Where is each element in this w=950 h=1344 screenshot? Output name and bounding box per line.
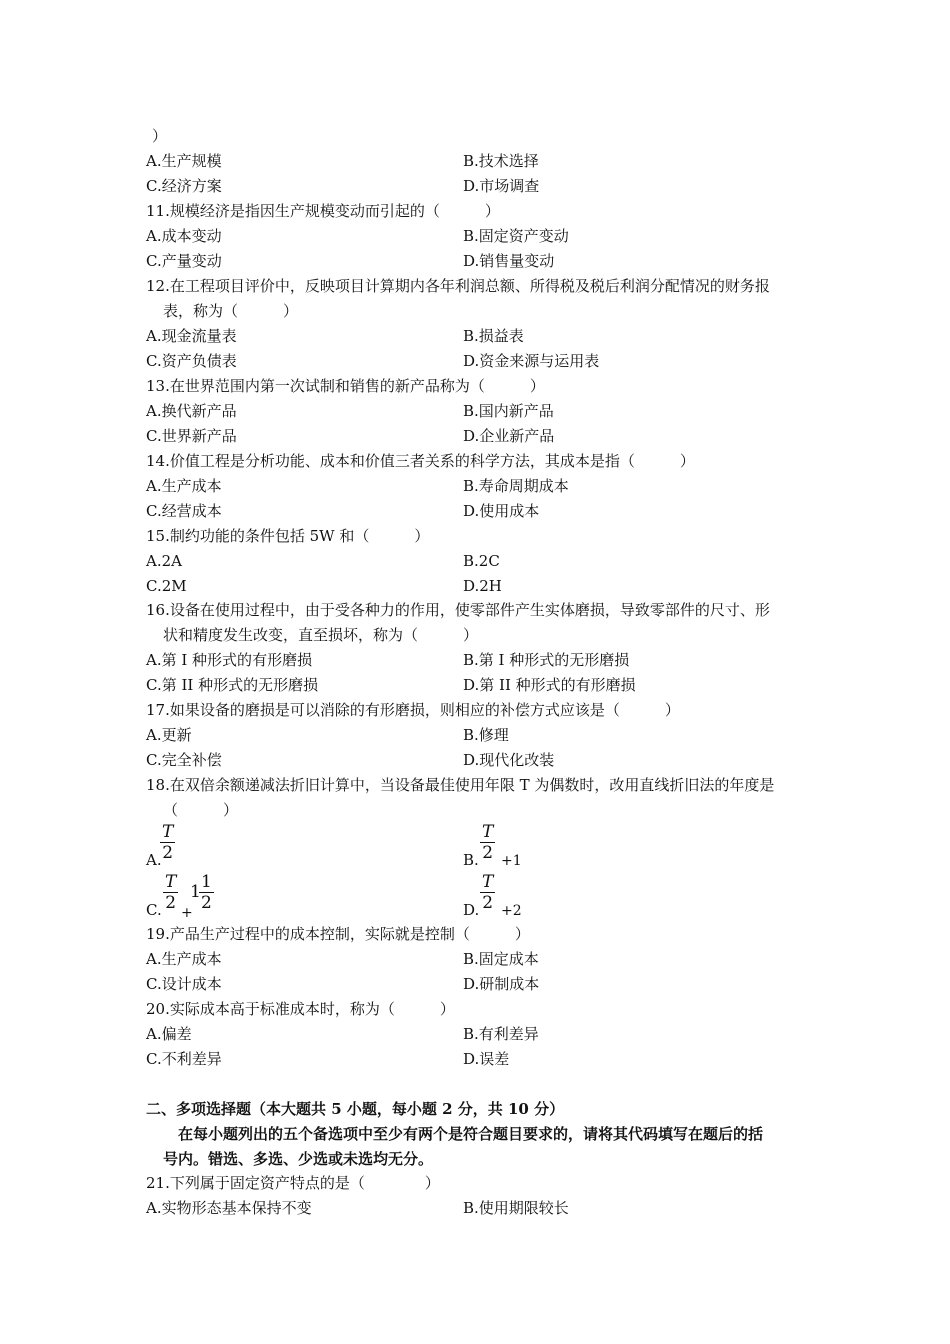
fraction-denominator: 2 <box>201 893 212 913</box>
q12-option-c: C.资产负债表 <box>146 352 237 370</box>
q18-option-d-fraction <box>480 872 495 913</box>
q14-option-a: A.生产成本 <box>146 477 222 495</box>
q13-stem: 13.在世界范围内第一次试制和销售的新产品称为（ ） <box>146 377 545 395</box>
q10-option-a: A.生产规模 <box>146 152 222 170</box>
q14-option-c: C.经营成本 <box>146 502 222 520</box>
q13-option-d: D.企业新产品 <box>463 427 555 445</box>
q20-option-d: D.误差 <box>463 1050 510 1068</box>
q17-option-b: B.修理 <box>463 726 509 744</box>
q18-option-b-suffix: +1 <box>501 853 522 869</box>
q11-option-d: D.销售量变动 <box>463 252 555 270</box>
fraction-numerator: T <box>482 872 494 892</box>
q14-stem: 14.价值工程是分析功能、成本和价值三者关系的科学方法，其成本是指（ ） <box>146 452 695 470</box>
q18-option-b-fraction <box>480 822 495 863</box>
q13-option-a: A.换代新产品 <box>146 402 237 420</box>
q15-option-c: C.2M <box>146 577 187 595</box>
q16-option-c: C.第 II 种形式的无形磨损 <box>146 676 319 694</box>
q21-option-a: A.实物形态基本保持不变 <box>146 1199 312 1217</box>
fraction-numerator: T <box>482 822 494 842</box>
q12-stem-line2: 表，称为（ ） <box>163 302 299 320</box>
fraction-numerator: 1 <box>201 872 212 892</box>
q15-option-b: B.2C <box>463 552 500 570</box>
q10-tail: ） <box>152 127 168 145</box>
section-2-title: 二、多项选择题（本大题共 5 小题，每小题 2 分，共 10 分） <box>146 1100 565 1118</box>
q18-option-c-plus: + <box>181 905 193 921</box>
q14-option-b: B.寿命周期成本 <box>463 477 569 495</box>
q17-option-d: D.现代化改装 <box>463 751 555 769</box>
q15-option-d: D.2H <box>463 577 502 595</box>
fraction-numerator: T <box>162 822 174 842</box>
q12-option-b: B.损益表 <box>463 327 524 345</box>
q21-stem: 21.下列属于固定资产特点的是（ ） <box>146 1174 440 1192</box>
q18-option-c-label: C. <box>146 901 162 919</box>
q18-option-a-label: A. <box>146 851 162 869</box>
q19-option-b: B.固定成本 <box>463 950 539 968</box>
q12-option-a: A.现金流量表 <box>146 327 237 345</box>
q18-option-c-fraction <box>163 872 178 913</box>
q18-option-d-suffix: +2 <box>501 903 522 919</box>
q16-option-a: A.第 I 种形式的有形磨损 <box>146 651 313 669</box>
q20-option-b: B.有利差异 <box>463 1025 539 1043</box>
section-2-instruction-line1: 在每小题列出的五个备选项中至少有两个是符合题目要求的，请将其代码填写在题后的括 <box>178 1125 764 1143</box>
q11-stem: 11.规模经济是指因生产规模变动而引起的（ ） <box>146 202 500 220</box>
q10-option-d: D.市场调查 <box>463 177 540 195</box>
q19-option-a: A.生产成本 <box>146 950 222 968</box>
q19-stem: 19.产品生产过程中的成本控制，实际就是控制（ ） <box>146 925 530 943</box>
q21-option-b: B.使用期限较长 <box>463 1199 569 1217</box>
q20-option-a: A.偏差 <box>146 1025 192 1043</box>
q14-option-d: D.使用成本 <box>463 502 540 520</box>
q19-option-d: D.研制成本 <box>463 975 540 993</box>
q10-option-c: C.经济方案 <box>146 177 222 195</box>
q18-option-c-mixed-fraction <box>199 872 214 913</box>
q17-stem: 17.如果设备的磨损是可以消除的有形磨损，则相应的补偿方式应该是（ ） <box>146 701 680 719</box>
q19-option-c: C.设计成本 <box>146 975 222 993</box>
q18-option-b-label: B. <box>463 851 479 869</box>
q13-option-b: B.国内新产品 <box>463 402 554 420</box>
q11-option-c: C.产量变动 <box>146 252 222 270</box>
q15-stem: 15.制约功能的条件包括 5W 和（ ） <box>146 527 430 545</box>
q20-option-c: C.不利差异 <box>146 1050 222 1068</box>
fraction-denominator: 2 <box>482 843 494 863</box>
section-2-instruction-line2: 号内。错选、多选、少选或未选均无分。 <box>163 1150 434 1168</box>
q16-stem-line1: 16.设备在使用过程中，由于受各种力的作用，使零部件产生实体磨损，导致零部件的尺寸、形 <box>146 601 770 619</box>
q15-option-a: A.2A <box>146 552 182 570</box>
q16-option-d: D.第 II 种形式的有形磨损 <box>463 676 636 694</box>
fraction-denominator: 2 <box>162 843 174 863</box>
q12-option-d: D.资金来源与运用表 <box>463 352 600 370</box>
q18-option-a-fraction <box>160 822 175 863</box>
q13-option-c: C.世界新产品 <box>146 427 237 445</box>
q18-option-c-integer: 1 <box>190 882 201 902</box>
q17-option-c: C.完全补偿 <box>146 751 222 769</box>
q16-option-b: B.第 I 种形式的无形磨损 <box>463 651 630 669</box>
q18-stem-line2: （ ） <box>163 801 239 819</box>
q10-option-b: B.技术选择 <box>463 152 539 170</box>
q16-stem-line2: 状和精度发生改变，直至损坏，称为（ ） <box>163 626 479 644</box>
q18-stem-line1: 18.在双倍余额递减法折旧计算中，当设备最佳使用年限 T 为偶数时，改用直线折旧法的年度是 <box>146 776 775 794</box>
fraction-denominator: 2 <box>482 893 494 913</box>
fraction-numerator: T <box>165 872 177 892</box>
q17-option-a: A.更新 <box>146 726 192 744</box>
q18-option-d-label: D. <box>463 901 480 919</box>
q20-stem: 20.实际成本高于标准成本时，称为（ ） <box>146 1000 455 1018</box>
q11-option-b: B.固定资产变动 <box>463 227 569 245</box>
q12-stem-line1: 12.在工程项目评价中，反映项目计算期内各年利润总额、所得税及税后利润分配情况的财务报 <box>146 277 770 295</box>
q11-option-a: A.成本变动 <box>146 227 222 245</box>
fraction-denominator: 2 <box>165 893 177 913</box>
